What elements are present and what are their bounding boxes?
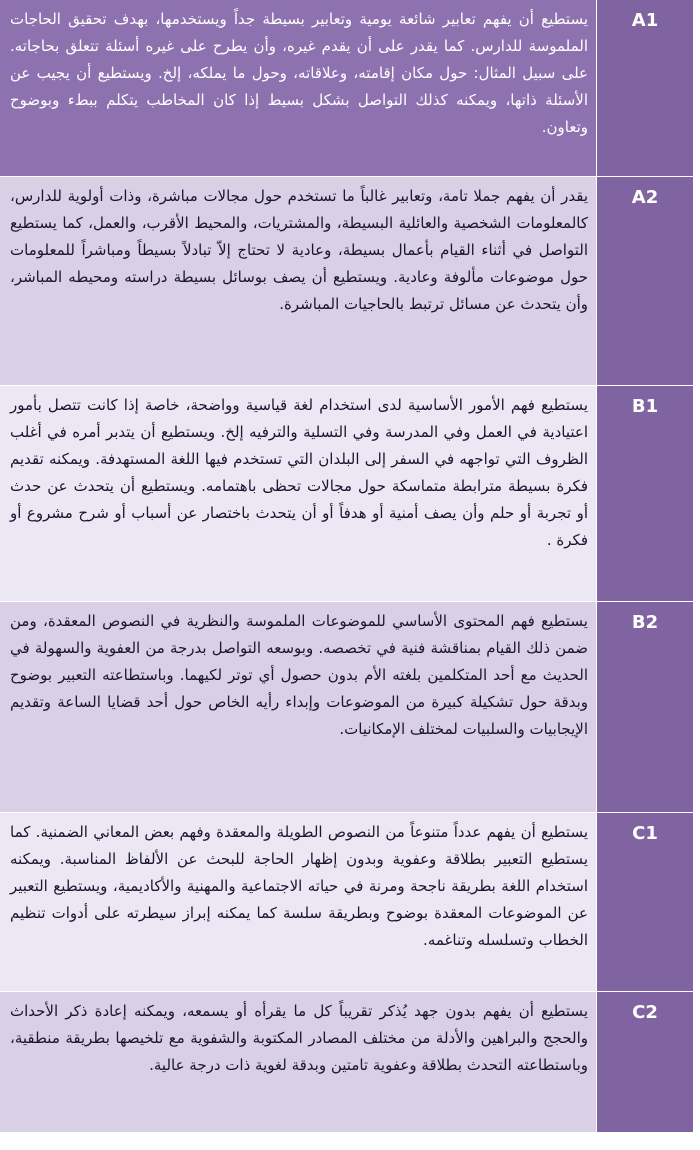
table-row <box>0 386 693 602</box>
level-label: A1 <box>596 0 693 176</box>
level-description: يقدر أن يفهم جملا تامة، وتعابير غالباً ما تستخدم حول مجالات مباشرة، وذات أولوية للدارس، كالمعلومات الشخصية والعائلية البسيطة، والمشتريات، والمحيط الأقرب، والعمل، كما يستطيع التواصل في أثناء القيام بأعمال بسيطة، وعادية لا تحتاج إلاّ تبادلاً بسيطاً ومباشراً للمعلومات حول موضوعات مألوفة وعادية. ويستطيع أن يصف بوسائل بسيطة دراسته ومحيطه المباشر، وأن يتحدث عن مسائل ترتبط بالحاجيات المباشرة. <box>0 177 596 385</box>
level-description: يستطيع أن يفهم تعابير شائعة يومية وتعابير بسيطة جداً ويستخدمها، بهدف تحقيق الحاجات الملموسة للدارس. كما يقدر على أن يقدم غيره، وأن يطرح على غيره أسئلة تتعلق بحاجاته. على سبيل المثال: حول مكان إقامته، وعلاقاته، وحول ما يملكه، إلخ. ويستطيع أن يجيب عن الأسئلة ذاتها، ويمكنه كذلك التواصل بشكل بسيط إذا كان المخاطب يتكلم ببطء وبوضوح وتعاون. <box>0 0 596 176</box>
level-description: يستطيع فهم المحتوى الأساسي للموضوعات الملموسة والنظرية في النصوص المعقدة، ومن ضمن ذلك القيام بمناقشة فنية في تخصصه. وبوسعه التواصل بدرجة من العفوية والسهولة في الحديث مع أحد المتكلمين بلغته الأم بدون حصول أي توتر لكيهما. وباستطاعته التعبير بوضوح وبدقة حول تشكيلة كبيرة من الموضوعات وإبداء رأيه الخاص حول أحد قضايا الساعة وتقديم الإيجابيات والسلبيات لمختلف الإمكانيات. <box>0 602 596 812</box>
level-description: يستطيع فهم الأمور الأساسية لدى استخدام لغة قياسية وواضحة، خاصة إذا كانت تتصل بأمور اعتيادية في العمل وفي المدرسة وفي التسلية والترفيه إلخ. ويستطيع أن يتدبر أمره في أغلب الظروف التي تواجهه في السفر إلى البلدان التي تستخدم فيها اللغة المستهدفة. ويمكنه تقديم فكرة بسيطة مترابطة متماسكة حول مجالات تحظى باهتمامه. ويستطيع أن يتحدث عن حدث أو تجربة أو حلم وأن يصف أمنية أو هدفاً أو أن يتحدث باختصار عن أسباب أو شرح مشروع أو فكرة . <box>0 386 596 601</box>
table-row <box>0 0 693 177</box>
level-label: B2 <box>596 602 693 812</box>
table-row <box>0 813 693 992</box>
level-label: C2 <box>596 992 693 1132</box>
level-label: B1 <box>596 386 693 601</box>
table-row <box>0 602 693 813</box>
table-row <box>0 177 693 386</box>
level-label: C1 <box>596 813 693 991</box>
level-description: يستطيع أن يفهم عدداً متنوعاً من النصوص الطويلة والمعقدة وفهم بعض المعاني الضمنية. كما يستطيع التعبير بطلاقة وعفوية وبدون إظهار الحاجة للبحث عن الألفاظ المناسبة. ويمكنه استخدام اللغة بطريقة ناجحة ومرنة في حياته الاجتماعية والمهنية والأكاديمية، ويستطيع التعبير عن الموضوعات المعقدة بوضوح وبطريقة سلسة كما يمكنه إبراز سيطرته على أدوات تنظيم الخطاب وتسلسله وتناغمه. <box>0 813 596 991</box>
level-description: يستطيع أن يفهم بدون جهد يُذكر تقريباً كل ما يقرأه أو يسمعه، ويمكنه إعادة ذكر الأحداث والحجج والبراهين والأدلة من مختلف المصادر المكتوبة والشفوية مع تلخيصها بطريقة منطقية، وباستطاعته التحدث بطلاقة وعفوية تامتين وبدقة لغوية ذات درجة عالية. <box>0 992 596 1132</box>
table-row <box>0 992 693 1133</box>
level-label: A2 <box>596 177 693 385</box>
